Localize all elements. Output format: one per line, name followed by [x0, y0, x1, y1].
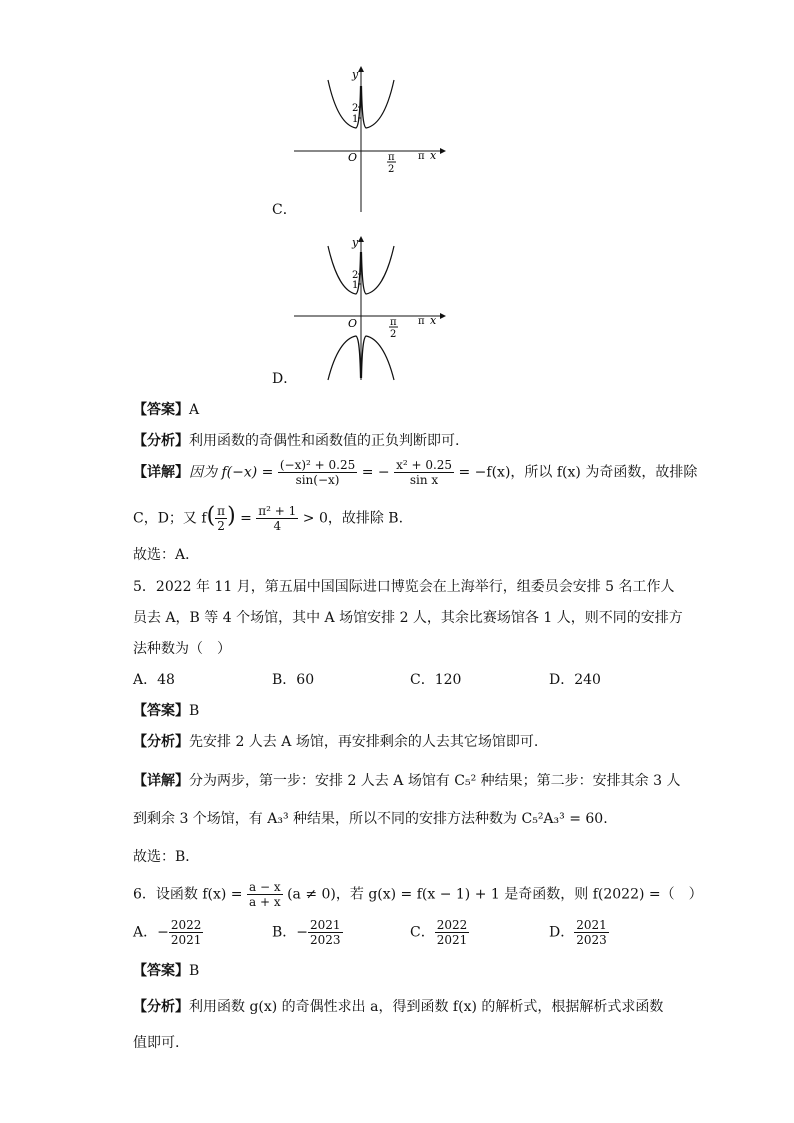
answer-tag: 【答案】	[133, 703, 189, 719]
analysis-tag: 【分析】	[133, 433, 189, 449]
q5-option-c: C．120	[410, 672, 462, 688]
graph-c-pi: π	[418, 151, 425, 162]
graph-c	[290, 62, 450, 214]
analysis-tag: 【分析】	[133, 999, 189, 1015]
detail-tag: 【详解】	[133, 464, 189, 481]
graph-d-origin: O	[348, 317, 358, 330]
q6-option-b: B．− $\frac{2021}{2023}$	[272, 918, 341, 947]
detail-text-c: C，D；又 f	[133, 510, 207, 527]
graph-c-y: y	[352, 68, 359, 81]
q6-answer	[133, 962, 199, 980]
q4-detail-line1	[133, 458, 697, 487]
q6-stem	[133, 880, 703, 909]
graph-d-one: 1	[352, 280, 359, 291]
detail-mid: = −	[361, 464, 390, 481]
answer-value: B	[189, 963, 200, 979]
answer-tag: 【答案】	[133, 402, 189, 418]
analysis-text: 利用函数 g(x) 的奇偶性求出 a，得到函数 f(x) 的解析式，根据解析式求函数	[189, 999, 664, 1015]
q6-option-a: A．− $\frac{2022}{2021}$	[133, 918, 202, 947]
graph-c-x: x	[430, 149, 437, 162]
q6-analysis-line1	[133, 998, 663, 1016]
analysis-tag: 【分析】	[133, 734, 189, 750]
q4-detail-line2: C，D；又 f( $\frac{\pi}{2}$ ) = $\frac{\text{π² + 1}}{4}$ > 0，故排除 B.	[133, 503, 404, 533]
q6-stem-a: 6．设函数 f(x) =	[133, 886, 243, 903]
detail-tag: 【详解】	[133, 773, 189, 789]
q5-option-d: D．240	[549, 672, 601, 688]
q5-stem-line1: 5．2022 年 11 月，第五届中国国际进口博览会在上海举行，组委员会安排 5 名工作人	[133, 579, 675, 595]
answer-tag: 【答案】	[133, 963, 189, 979]
graph-d-x: x	[430, 314, 437, 327]
q6-stem-fraction: $\frac{a - x}{a + x}$	[249, 880, 281, 909]
graph-c-two: 2	[352, 103, 359, 114]
fraction-2: $\frac{\text{x² + 0.25}}{\text{sin x}}$	[396, 458, 453, 487]
graph-c-pihalf-den: 2	[388, 164, 395, 175]
option-c-label: C．	[272, 202, 297, 218]
graph-d	[290, 232, 450, 382]
option-d-label: D．	[272, 371, 298, 387]
graph-d-pihalf-num: π	[390, 317, 397, 328]
detail-text-e: > 0，故排除 B.	[302, 510, 404, 527]
graph-d-pihalf-den: 2	[390, 329, 397, 340]
detail-text-b: = −f(x)，所以 f(x) 为奇函数，故排除	[458, 464, 698, 481]
q6-option-d: D． $\frac{2021}{2023}$	[549, 918, 607, 947]
graph-d-two: 2	[352, 270, 359, 281]
detail-text-d: =	[240, 510, 252, 527]
q4-choose: 故选：A．	[133, 547, 200, 563]
graph-c-one: 1	[352, 114, 359, 125]
fraction-pi-half: $\frac{\pi}{2}$	[217, 504, 226, 533]
q5-choose: 故选：B．	[133, 849, 200, 865]
analysis-text: 先安排 2 人去 A 场馆，再安排剩余的人去其它场馆即可.	[189, 734, 539, 750]
graph-c-pihalf-num: π	[388, 152, 395, 163]
detail-text-1: 分为两步，第一步：安排 2 人去 A 场馆有 C₅² 种结果；第二步：安排其余 3 人	[189, 773, 681, 789]
graph-d-y: y	[352, 236, 359, 249]
q6-stem-b: (a ≠ 0)，若 g(x) = f(x − 1) + 1 是奇函数，则 f(2022) =（ ）	[287, 886, 703, 903]
graph-c-origin: O	[348, 151, 358, 164]
graph-d-pi: π	[418, 316, 425, 327]
q6-analysis-line2: 值即可.	[133, 1035, 180, 1051]
q4-analysis	[133, 432, 459, 450]
q5-option-b: B．60	[272, 672, 315, 688]
q5-stem-line3: 法种数为（ ）	[133, 641, 231, 657]
q5-analysis	[133, 733, 538, 751]
q4-answer	[133, 401, 199, 419]
detail-text-a: 因为 f(−x) =	[189, 464, 274, 481]
q5-detail-line1	[133, 772, 680, 790]
answer-value: A	[189, 402, 200, 418]
q6-option-c: C． $\frac{2022}{2021}$	[410, 918, 468, 947]
q5-detail-line2: 到剩余 3 个场馆，有 A₃³ 种结果，所以不同的安排方法种数为 C₅²A₃³ = 60.	[133, 811, 608, 827]
q5-stem-line2: 员去 A，B 等 4 个场馆，其中 A 场馆安排 2 人，其余比赛场馆各 1 人，则不同的安排方	[133, 610, 683, 626]
q5-option-a: A．48	[133, 672, 175, 688]
fraction-3: $\frac{\text{π² + 1}}{4}$	[258, 504, 297, 533]
analysis-text: 利用函数的奇偶性和函数值的正负判断即可.	[189, 433, 460, 449]
q5-answer	[133, 702, 199, 720]
fraction-1: $\frac{\text{(−x)² + 0.25}}{\sin(-x)}$	[279, 458, 356, 487]
answer-value: B	[189, 703, 200, 719]
